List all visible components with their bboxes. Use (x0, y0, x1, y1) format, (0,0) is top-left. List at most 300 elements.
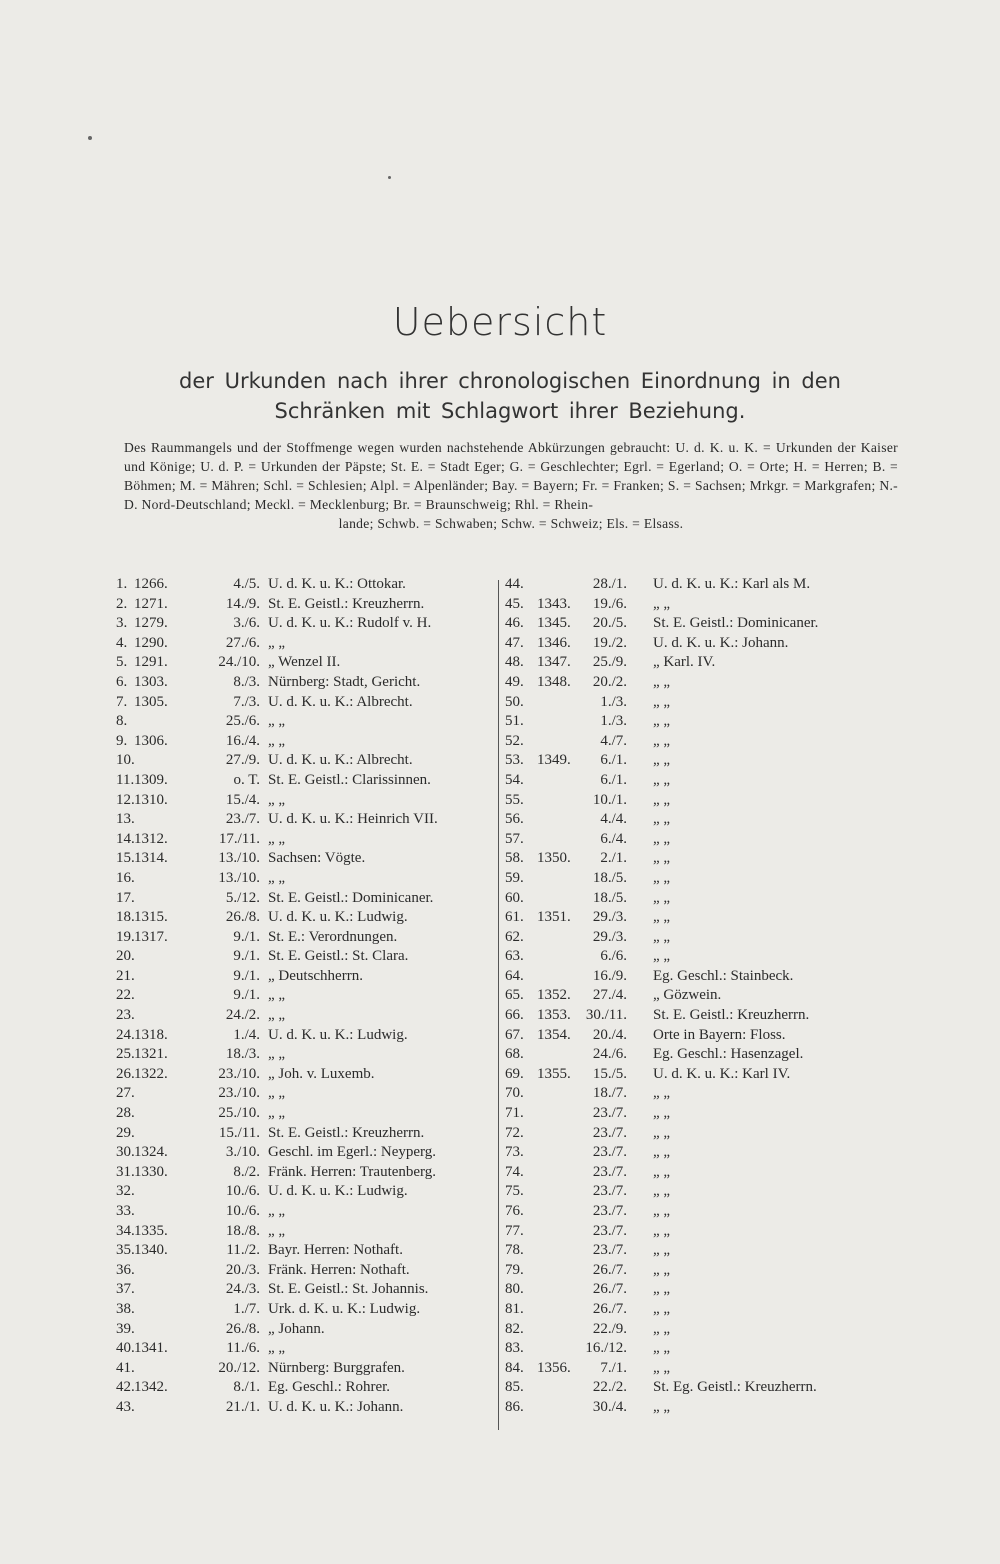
entry-row (505, 968, 905, 988)
entry-year: 1324. (134, 1144, 168, 1161)
entry-date: 26./8. (225, 909, 260, 926)
entry-year: 1340. (134, 1242, 168, 1259)
entry-number: 26. (116, 1065, 135, 1082)
entry-date: 8./1. (233, 1379, 260, 1396)
entry-row (116, 1046, 496, 1066)
entry-subject: „ „ (653, 909, 671, 926)
entry-subject: „ „ (653, 1359, 671, 1376)
entry-number: 43. (116, 1398, 135, 1415)
entry-year: 1335. (134, 1222, 168, 1239)
entry-number: 77. (505, 1222, 524, 1239)
page-speck (388, 176, 391, 179)
entry-date: 4./7. (600, 732, 627, 749)
entry-number: 7. (116, 693, 128, 710)
entry-year: 1349. (537, 752, 571, 769)
entry-year: 1341. (134, 1340, 168, 1357)
entry-number: 71. (505, 1105, 524, 1122)
entry-number: 24. (116, 1026, 135, 1043)
entry-row (116, 1321, 496, 1341)
entry-date: 4./5. (233, 576, 260, 592)
entry-number: 65. (505, 987, 524, 1004)
entry-subject: Eg. Geschl.: Stainbeck. (653, 967, 794, 984)
entry-date: 23./7. (592, 1183, 627, 1200)
entry-year: 1352. (537, 987, 571, 1004)
entry-subject: „ „ (268, 1085, 286, 1102)
entry-subject: Nürnberg: Burggrafen. (268, 1359, 405, 1376)
entry-row (116, 1027, 496, 1047)
entry-subject: „ „ (268, 791, 286, 808)
entry-date: 15./4. (225, 791, 260, 808)
entry-subject: U. d. K. u. K.: Johann. (268, 1398, 404, 1415)
entry-number: 50. (505, 693, 524, 710)
entry-row (505, 1360, 905, 1380)
entry-year: 1350. (537, 850, 571, 867)
entry-row (505, 772, 905, 792)
entry-number: 20. (116, 948, 135, 965)
entry-date: 28./1. (592, 576, 627, 592)
entry-subject: St. E. Geistl.: Kreuzherrn. (268, 1124, 425, 1141)
entry-row (116, 1105, 496, 1125)
entry-subject: Geschl. im Egerl.: Neyperg. (268, 1144, 437, 1161)
entry-date: 23./7. (592, 1203, 627, 1219)
entry-subject: Fränk. Herren: Trautenberg. (268, 1163, 437, 1180)
entry-number: 73. (505, 1144, 524, 1161)
entry-row (505, 1262, 905, 1282)
entry-row (505, 713, 905, 733)
entry-row (505, 1223, 905, 1243)
entry-year: 1343. (537, 595, 571, 612)
entry-year: 1317. (134, 928, 168, 945)
entry-year: 1355. (537, 1065, 571, 1082)
entry-date: 25./10. (218, 1105, 260, 1122)
entry-number: 13. (116, 811, 135, 828)
entry-subject: St. E. Geistl.: Kreuzherrn. (268, 595, 425, 612)
entry-year: 1291. (134, 654, 168, 671)
entry-subject: Fränk. Herren: Nothaft. (268, 1261, 410, 1278)
entry-row (505, 1105, 905, 1125)
entry-number: 55. (505, 791, 524, 808)
entry-number: 86. (505, 1398, 524, 1415)
entry-number: 64. (505, 967, 524, 984)
entry-subject: „ „ (653, 830, 671, 847)
entry-date: 23./7. (225, 811, 260, 828)
entry-subject: „ „ (268, 869, 286, 886)
entry-subject: U. d. K. u. K.: Ludwig. (268, 909, 408, 926)
entry-subject: „ Wenzel II. (268, 654, 341, 671)
entry-date: 3./6. (233, 615, 260, 632)
entry-date: 27./4. (592, 987, 627, 1004)
entry-subject: „ „ (268, 1046, 286, 1063)
entry-date: 21./1. (225, 1398, 260, 1415)
entry-subject: Nürnberg: Stadt, Gericht. (268, 673, 421, 690)
entry-number: 80. (505, 1281, 524, 1298)
entry-number: 19. (116, 928, 135, 945)
entry-number: 44. (505, 576, 524, 592)
entry-year: 1354. (537, 1026, 571, 1043)
entry-row (116, 596, 496, 616)
entry-number: 56. (505, 811, 524, 828)
entry-number: 5. (116, 654, 128, 671)
entry-row (505, 1125, 905, 1145)
entry-number: 23. (116, 1007, 135, 1024)
entry-row (505, 1399, 905, 1419)
entry-date: 23./7. (592, 1124, 627, 1141)
entry-subject: „ „ (653, 1340, 671, 1357)
entry-date: 1./3. (600, 713, 627, 730)
entry-subject: „ „ (268, 732, 286, 749)
entry-subject: Sachsen: Vögte. (268, 850, 366, 867)
entry-date: 16./9. (592, 967, 627, 984)
entry-date: 9./1. (233, 987, 260, 1004)
entry-row (505, 831, 905, 851)
entry-subject: „ Gözwein. (653, 987, 722, 1004)
entry-date: 23./7. (592, 1144, 627, 1161)
entry-subject: St. E. Geistl.: Clarissinnen. (268, 771, 431, 788)
entry-subject: „ „ (653, 1163, 671, 1180)
entry-date: 30./11. (585, 1007, 627, 1024)
entry-row (505, 1046, 905, 1066)
entry-date: 20./4. (592, 1026, 627, 1043)
entry-number: 46. (505, 615, 524, 632)
entry-number: 75. (505, 1183, 524, 1200)
entry-row (505, 987, 905, 1007)
entry-date: 10./6. (225, 1183, 260, 1200)
entry-row (505, 811, 905, 831)
entry-subject: U. d. K. u. K.: Karl als M. (653, 576, 811, 592)
entry-subject: St. E. Geistl.: Dominicaner. (653, 615, 819, 632)
entry-subject: „ „ (268, 1203, 286, 1219)
entry-date: 3./10. (225, 1144, 260, 1161)
entry-row (116, 811, 496, 831)
entry-row (116, 831, 496, 851)
entry-date: 6./6. (600, 948, 627, 965)
entry-subject: „ „ (268, 713, 286, 730)
entry-number: 66. (505, 1007, 524, 1024)
entry-subject: „ „ (653, 1105, 671, 1122)
entry-number: 3. (116, 615, 128, 632)
entry-number: 70. (505, 1085, 524, 1102)
entry-year: 1345. (537, 615, 571, 632)
entry-number: 63. (505, 948, 524, 965)
entry-date: 23./10. (218, 1065, 260, 1082)
entry-number: 79. (505, 1261, 524, 1278)
entry-date: 29./3. (592, 909, 627, 926)
entry-subject: „ „ (653, 869, 671, 886)
entry-row (116, 1223, 496, 1243)
entry-year: 1303. (134, 673, 168, 690)
entry-number: 54. (505, 771, 524, 788)
entry-date: 18./5. (592, 889, 627, 906)
entry-subject: „ „ (653, 1183, 671, 1200)
entry-row (116, 752, 496, 772)
entry-subject: „ „ (268, 1105, 286, 1122)
entry-date: 8./2. (233, 1163, 260, 1180)
entry-date: 27./6. (225, 634, 260, 651)
entry-date: 25./6. (225, 713, 260, 730)
entry-number: 36. (116, 1261, 135, 1278)
entry-date: 1./3. (600, 693, 627, 710)
entry-number: 60. (505, 889, 524, 906)
entry-year: 1314. (134, 850, 168, 867)
entry-date: 23./10. (218, 1085, 260, 1102)
entry-date: 18./3. (225, 1046, 260, 1063)
entry-row (116, 1340, 496, 1360)
entry-row (505, 674, 905, 694)
entry-row (116, 1085, 496, 1105)
entry-date: 9./1. (233, 928, 260, 945)
abbreviations-text: Des Raummangels und der Stoffmenge wegen wurden nachstehende Abkürzungen gebraucht: U. d. K. u. K. = Urkunden der Kaiser und Könige; U. d. P. = Urkunden der Päpste; St. E. = Stadt Eger; G. = Geschlechter; Egrl. = Egerland; O. = Orte; H. = Herren; B. = Böhmen; M. = Mähren; Schl. = Schlesien; Alpl. = Alpenländer; Bay. = Bayern; Fr. = Franken; S. = Sachsen; Mrkgr. = Markgrafen; N.-D. Nord-Deutschland; Meckl. = Mecklenburg; Br. = Braunschweig; Rhl. = Rhein- (124, 440, 898, 512)
entry-row (116, 1007, 496, 1027)
entry-subject: St. Eg. Geistl.: Kreuzherrn. (653, 1379, 817, 1396)
entry-date: 16./4. (225, 732, 260, 749)
entry-row (505, 948, 905, 968)
entry-subject: „ „ (653, 732, 671, 749)
entry-number: 69. (505, 1065, 524, 1082)
entry-date: 25./9. (592, 654, 627, 671)
entry-year: 1351. (537, 909, 571, 926)
entry-date: 26./7. (592, 1300, 627, 1317)
entry-subject: „ „ (653, 1203, 671, 1219)
entry-row (505, 615, 905, 635)
entry-date: 1./4. (233, 1026, 260, 1043)
entry-date: 20./2. (592, 673, 627, 690)
entry-date: 18./7. (592, 1085, 627, 1102)
entry-subject: „ „ (268, 634, 286, 651)
entry-row (505, 850, 905, 870)
entry-date: 7./3. (233, 693, 260, 710)
entry-subject: U. d. K. u. K.: Ludwig. (268, 1026, 408, 1043)
entry-date: 13./10. (218, 850, 260, 867)
entry-row (505, 1007, 905, 1027)
entry-number: 52. (505, 732, 524, 749)
entry-row (505, 1321, 905, 1341)
entry-subject: „ „ (653, 1144, 671, 1161)
entry-row (505, 596, 905, 616)
entry-number: 41. (116, 1359, 135, 1376)
entry-row (116, 1144, 496, 1164)
entry-number: 61. (505, 909, 524, 926)
entry-number: 6. (116, 673, 128, 690)
entry-number: 82. (505, 1320, 524, 1337)
entry-subject: „ „ (653, 791, 671, 808)
entry-subject: St. E. Geistl.: St. Clara. (268, 948, 409, 965)
entry-date: 24./2. (225, 1007, 260, 1024)
entry-date: 24./6. (592, 1046, 627, 1063)
entry-year: 1348. (537, 673, 571, 690)
entry-year: 1347. (537, 654, 571, 671)
entry-date: 17./11. (218, 830, 260, 847)
entry-number: 1. (116, 576, 128, 592)
entry-row (116, 772, 496, 792)
entry-row (116, 987, 496, 1007)
entry-number: 16. (116, 869, 135, 886)
entry-subject: „ „ (653, 595, 671, 612)
entry-row (116, 1262, 496, 1282)
entry-row (505, 654, 905, 674)
entry-subject: „ „ (653, 713, 671, 730)
entry-date: 22./2. (592, 1379, 627, 1396)
entry-row (505, 890, 905, 910)
entry-number: 27. (116, 1085, 135, 1102)
entry-subject: Urk. d. K. u. K.: Ludwig. (268, 1300, 421, 1317)
entry-subject: „ „ (653, 1222, 671, 1239)
entry-row (116, 850, 496, 870)
entry-number: 8. (116, 713, 128, 730)
entry-number: 51. (505, 713, 524, 730)
entry-subject: „ „ (653, 948, 671, 965)
entry-number: 58. (505, 850, 524, 867)
entry-number: 78. (505, 1242, 524, 1259)
entry-date: 6./1. (600, 771, 627, 788)
entry-row (505, 929, 905, 949)
entry-subject: U. d. K. u. K.: Karl IV. (653, 1065, 791, 1082)
entry-subject: St. E. Geistl.: St. Johannis. (268, 1281, 429, 1298)
entry-subject: „ „ (653, 1085, 671, 1102)
entry-row (116, 635, 496, 655)
entry-number: 30. (116, 1144, 135, 1161)
entry-row (116, 733, 496, 753)
entry-row (505, 1027, 905, 1047)
page-speck (88, 136, 92, 140)
entry-number: 38. (116, 1300, 135, 1317)
entry-number: 53. (505, 752, 524, 769)
entry-subject: U. d. K. u. K.: Rudolf v. H. (268, 615, 432, 632)
entry-date: 15./11. (218, 1124, 260, 1141)
entry-date: 4./4. (600, 811, 627, 828)
entry-row (116, 909, 496, 929)
entry-row (505, 1066, 905, 1086)
entry-number: 25. (116, 1046, 135, 1063)
entry-number: 45. (505, 595, 524, 612)
entry-subject: „ „ (653, 673, 671, 690)
entry-number: 57. (505, 830, 524, 847)
entry-row (116, 890, 496, 910)
entry-row (116, 929, 496, 949)
entry-date: 6./1. (600, 752, 627, 769)
entry-date: 9./1. (233, 967, 260, 984)
entry-number: 31. (116, 1163, 135, 1180)
entry-subject: „ „ (653, 1398, 671, 1415)
entry-number: 18. (116, 909, 135, 926)
entry-number: 62. (505, 928, 524, 945)
entry-subject: „ „ (653, 928, 671, 945)
entry-row (116, 1301, 496, 1321)
entry-subject: U. d. K. u. K.: Albrecht. (268, 752, 413, 769)
left-column (116, 576, 496, 1419)
entry-date: 11./6. (226, 1340, 260, 1357)
entry-year: 1321. (134, 1046, 168, 1063)
entry-date: 5./12. (225, 889, 260, 906)
entry-number: 81. (505, 1300, 524, 1317)
entry-year: 1353. (537, 1007, 571, 1024)
entry-number: 42. (116, 1379, 135, 1396)
entry-row (116, 1164, 496, 1184)
entry-subject: „ „ (653, 1281, 671, 1298)
entry-date: 19./6. (592, 595, 627, 612)
entry-date: 19./2. (592, 634, 627, 651)
entry-date: 18./5. (592, 869, 627, 886)
entry-year: 1312. (134, 830, 168, 847)
entry-row (505, 1144, 905, 1164)
entry-number: 28. (116, 1105, 135, 1122)
entry-date: 23./7. (592, 1163, 627, 1180)
entry-subject: St. E.: Verordnungen. (268, 928, 398, 945)
entry-date: 11./2. (226, 1242, 260, 1259)
entry-date: 20./12. (218, 1359, 260, 1376)
entry-subject: Bayr. Herren: Nothaft. (268, 1242, 403, 1259)
entry-subject: „ „ (653, 1261, 671, 1278)
entry-year: 1315. (134, 909, 168, 926)
entry-row (116, 1281, 496, 1301)
entry-subject: „ „ (653, 1300, 671, 1317)
entry-row (116, 615, 496, 635)
entry-number: 22. (116, 987, 135, 1004)
entry-date: 9./1. (233, 948, 260, 965)
entry-row (116, 694, 496, 714)
entry-subject: U. d. K. u. K.: Heinrich VII. (268, 811, 438, 828)
entry-row (116, 1125, 496, 1145)
entry-row (116, 1379, 496, 1399)
entry-number: 4. (116, 634, 128, 651)
entry-row (505, 1340, 905, 1360)
entry-row (505, 752, 905, 772)
right-column (505, 576, 905, 1419)
entry-row (116, 1183, 496, 1203)
entry-subject: „ „ (268, 830, 286, 847)
entry-date: o. T. (233, 771, 260, 788)
entry-date: 10./1. (592, 791, 627, 808)
entry-row (505, 1203, 905, 1223)
entry-year: 1330. (134, 1163, 168, 1180)
entry-subject: U. d. K. u. K.: Ludwig. (268, 1183, 408, 1200)
entry-year: 1290. (134, 634, 168, 651)
entry-row (505, 694, 905, 714)
entry-subject: Eg. Geschl.: Hasenzagel. (653, 1046, 804, 1063)
entry-date: 8./3. (233, 673, 260, 690)
abbreviations-last-line: lande; Schwb. = Schwaben; Schw. = Schweiz; Els. = Elsass. (338, 516, 684, 531)
entry-number: 68. (505, 1046, 524, 1063)
entry-year: 1346. (537, 634, 571, 651)
entry-number: 15. (116, 850, 135, 867)
entry-date: 22./9. (592, 1320, 627, 1337)
entry-date: 7./1. (600, 1359, 627, 1376)
entry-number: 14. (116, 830, 135, 847)
entry-subject: U. d. K. u. K.: Albrecht. (268, 693, 413, 710)
entry-subject: Orte in Bayern: Floss. (653, 1026, 786, 1043)
entry-number: 9. (116, 732, 128, 749)
entry-date: 24./3. (225, 1281, 260, 1298)
entry-number: 35. (116, 1242, 135, 1259)
entry-year: 1305. (134, 693, 168, 710)
entry-subject: U. d. K. u. K.: Ottokar. (268, 576, 406, 592)
entry-row (116, 1360, 496, 1380)
entry-date: 23./7. (592, 1105, 627, 1122)
entry-subject: „ „ (268, 1222, 286, 1239)
entry-number: 10. (116, 752, 135, 769)
entry-year: 1309. (134, 771, 168, 788)
entry-subject: St. E. Geistl.: Dominicaner. (268, 889, 434, 906)
abbreviations-paragraph (124, 438, 898, 533)
entry-subject: „ „ (653, 850, 671, 867)
entry-number: 74. (505, 1163, 524, 1180)
entry-date: 15./5. (592, 1065, 627, 1082)
entry-number: 83. (505, 1340, 524, 1357)
entry-number: 49. (505, 673, 524, 690)
entry-date: 23./7. (592, 1242, 627, 1259)
entry-row (116, 576, 496, 596)
entry-subject: Eg. Geschl.: Rohrer. (268, 1379, 391, 1396)
entry-row (116, 870, 496, 890)
